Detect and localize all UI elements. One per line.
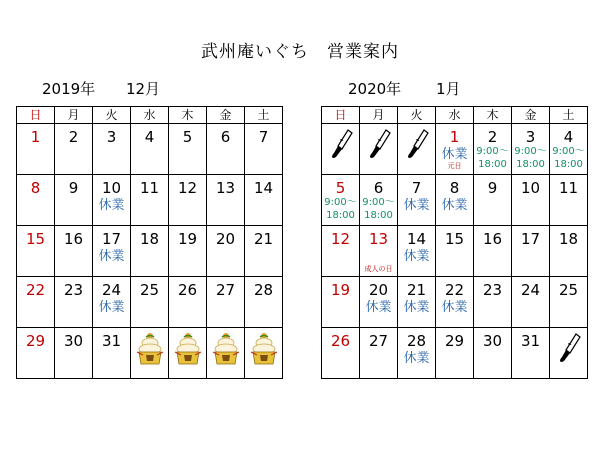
holiday-label: 成人の日 [364,265,393,273]
calendar-week-row [17,124,283,175]
calendar-day-cell [131,328,169,379]
calendar-day-cell [55,328,93,379]
day-number: 23 [63,281,84,299]
calendar-day-cell [55,277,93,328]
calendar-day-cell [322,124,360,175]
weekday-header: 土 [550,107,588,124]
calendar-day-cell [360,328,398,379]
weekday-header: 金 [512,107,550,124]
calendar-day-cell [93,328,131,379]
calendar-day-cell [245,175,283,226]
calendar-week-row [322,328,588,379]
calendar-day-cell [398,277,436,328]
calendar-day-cell [131,124,169,175]
closed-label: 休業 [403,351,430,366]
calendar-week-row [17,226,283,277]
day-number: 28 [406,332,427,350]
day-number: 17 [520,230,541,248]
hours-start: 9:00～ [324,197,357,208]
day-number: 4 [563,128,574,146]
calendar-january [321,106,588,379]
weekday-header: 火 [93,107,131,124]
brush-icon [398,128,435,164]
brush-icon [550,332,587,368]
calendar-day-cell [169,226,207,277]
calendar-day-cell [17,175,55,226]
weekday-header: 日 [17,107,55,124]
calendar-december [16,106,283,379]
brush-icon [322,128,359,164]
calendar-day-cell [436,226,474,277]
year-label: 2019年 [42,80,96,98]
calendar-day-cell [93,124,131,175]
hours-end: 18:00 [554,159,583,170]
day-number: 24 [101,281,122,299]
calendar-day-cell [245,124,283,175]
calendar-day-cell [474,226,512,277]
calendar-day-cell [550,226,588,277]
calendar-day-cell [131,226,169,277]
calendar-week-row [322,277,588,328]
calendar-day-cell [398,175,436,226]
calendar-day-cell [17,226,55,277]
day-number: 15 [25,230,46,248]
calendar-day-cell [93,175,131,226]
closed-label: 休業 [441,300,468,315]
day-number: 30 [63,332,84,350]
day-number: 13 [215,179,236,197]
day-number: 29 [25,332,46,350]
day-number: 1 [30,128,41,146]
calendar-day-cell [17,277,55,328]
hours-start: 9:00～ [514,146,547,157]
calendar-day-cell [169,175,207,226]
calendar-day-cell [245,226,283,277]
day-number: 31 [520,332,541,350]
day-number: 10 [101,179,122,197]
calendar-day-cell [55,226,93,277]
hours-start: 9:00～ [476,146,509,157]
day-number: 14 [253,179,274,197]
calendar-day-cell [436,277,474,328]
calendar-week-row [17,277,283,328]
closed-label: 休業 [441,198,468,213]
day-number: 4 [144,128,155,146]
calendar-day-cell [512,226,550,277]
day-number: 11 [558,179,579,197]
calendar-week-row [17,328,283,379]
day-number: 5 [335,179,346,197]
year-label: 2020年 [348,80,402,98]
closed-label: 休業 [441,147,468,162]
calendar-day-cell [360,124,398,175]
calendar-day-cell [131,175,169,226]
calendar-day-cell [550,175,588,226]
calendar-day-cell [131,277,169,328]
calendar-day-cell [512,277,550,328]
day-number: 3 [106,128,117,146]
page-title: 武州庵いぐち 営業案内 [201,42,399,62]
day-number: 14 [406,230,427,248]
day-number: 18 [139,230,160,248]
calendar-day-cell [17,124,55,175]
calendar-day-cell [360,277,398,328]
weekday-header: 月 [55,107,93,124]
calendar-day-cell [512,175,550,226]
day-number: 11 [139,179,160,197]
hours-end: 18:00 [478,159,507,170]
day-number: 27 [215,281,236,299]
day-number: 8 [30,179,41,197]
brush-icon [360,128,397,164]
day-number: 9 [487,179,498,197]
calendar-day-cell [550,328,588,379]
day-number: 21 [406,281,427,299]
calendar-day-cell [360,175,398,226]
calendar-day-cell [207,277,245,328]
day-number: 8 [449,179,460,197]
weekday-row [17,107,283,124]
day-number: 16 [482,230,503,248]
closed-label: 休業 [403,198,430,213]
day-number: 20 [215,230,236,248]
kagami-mochi-icon [169,332,206,370]
day-number: 1 [449,128,460,146]
month-header-december [42,78,160,99]
weekday-header: 土 [245,107,283,124]
calendar-day-cell [436,124,474,175]
closed-label: 休業 [98,249,125,264]
kagami-mochi-icon [245,332,282,370]
calendar-day-cell [207,124,245,175]
calendar-day-cell [169,124,207,175]
day-number: 24 [520,281,541,299]
calendar-day-cell [17,328,55,379]
day-number: 17 [101,230,122,248]
calendar-day-cell [207,328,245,379]
calendar-day-cell [512,328,550,379]
day-number: 9 [68,179,79,197]
day-number: 28 [253,281,274,299]
calendar-day-cell [93,226,131,277]
month-header-january [348,78,461,99]
weekday-row [322,107,588,124]
calendar-week-row [17,175,283,226]
calendar-day-cell [207,226,245,277]
day-number: 16 [63,230,84,248]
calendar-week-row [322,226,588,277]
calendar-day-cell [245,328,283,379]
calendar-week-row [322,175,588,226]
calendar-week-row [322,124,588,175]
weekday-header: 月 [360,107,398,124]
calendar-day-cell [360,226,398,277]
calendar-day-cell [474,124,512,175]
calendar-day-cell [512,124,550,175]
weekday-header: 木 [169,107,207,124]
calendar-day-cell [474,328,512,379]
hours-start: 9:00～ [362,197,395,208]
day-number: 23 [482,281,503,299]
calendar-day-cell [398,124,436,175]
closed-label: 休業 [403,249,430,264]
day-number: 31 [101,332,122,350]
weekday-header: 日 [322,107,360,124]
day-number: 12 [330,230,351,248]
calendar-day-cell [474,175,512,226]
hours-end: 18:00 [364,210,393,221]
day-number: 15 [444,230,465,248]
closed-label: 休業 [403,300,430,315]
closed-label: 休業 [98,300,125,315]
day-number: 19 [330,281,351,299]
calendar-day-cell [55,124,93,175]
kagami-mochi-icon [207,332,244,370]
weekday-header: 金 [207,107,245,124]
day-number: 27 [368,332,389,350]
closed-label: 休業 [98,198,125,213]
day-number: 7 [258,128,269,146]
day-number: 22 [25,281,46,299]
weekday-header: 水 [131,107,169,124]
calendar-day-cell [436,175,474,226]
hours-end: 18:00 [516,159,545,170]
calendar-day-cell [93,277,131,328]
calendar-day-cell [550,277,588,328]
day-number: 20 [368,281,389,299]
calendar-day-cell [550,124,588,175]
calendar-day-cell [322,175,360,226]
calendar-day-cell [322,277,360,328]
day-number: 25 [139,281,160,299]
hours-end: 18:00 [326,210,355,221]
day-number: 3 [525,128,536,146]
hours-start: 9:00～ [552,146,585,157]
kagami-mochi-icon [131,332,168,370]
day-number: 2 [68,128,79,146]
calendar-day-cell [436,328,474,379]
day-number: 10 [520,179,541,197]
closed-label: 休業 [365,300,392,315]
holiday-label: 元日 [447,162,462,170]
calendar-day-cell [322,328,360,379]
day-number: 6 [220,128,231,146]
weekday-header: 水 [436,107,474,124]
calendar-day-cell [322,226,360,277]
calendar-day-cell [169,328,207,379]
day-number: 12 [177,179,198,197]
calendar-day-cell [245,277,283,328]
day-number: 30 [482,332,503,350]
day-number: 2 [487,128,498,146]
calendar-day-cell [474,277,512,328]
month-label: 12月 [125,80,161,98]
day-number: 25 [558,281,579,299]
calendar-day-cell [169,277,207,328]
calendar-day-cell [55,175,93,226]
day-number: 22 [444,281,465,299]
month-label: 1月 [435,80,461,98]
day-number: 19 [177,230,198,248]
calendar-day-cell [398,328,436,379]
day-number: 26 [330,332,351,350]
day-number: 13 [368,230,389,248]
weekday-header: 木 [474,107,512,124]
day-number: 21 [253,230,274,248]
day-number: 18 [558,230,579,248]
day-number: 6 [373,179,384,197]
weekday-header: 火 [398,107,436,124]
calendar-day-cell [398,226,436,277]
calendar-day-cell [207,175,245,226]
day-number: 5 [182,128,193,146]
day-number: 26 [177,281,198,299]
day-number: 7 [411,179,422,197]
day-number: 29 [444,332,465,350]
